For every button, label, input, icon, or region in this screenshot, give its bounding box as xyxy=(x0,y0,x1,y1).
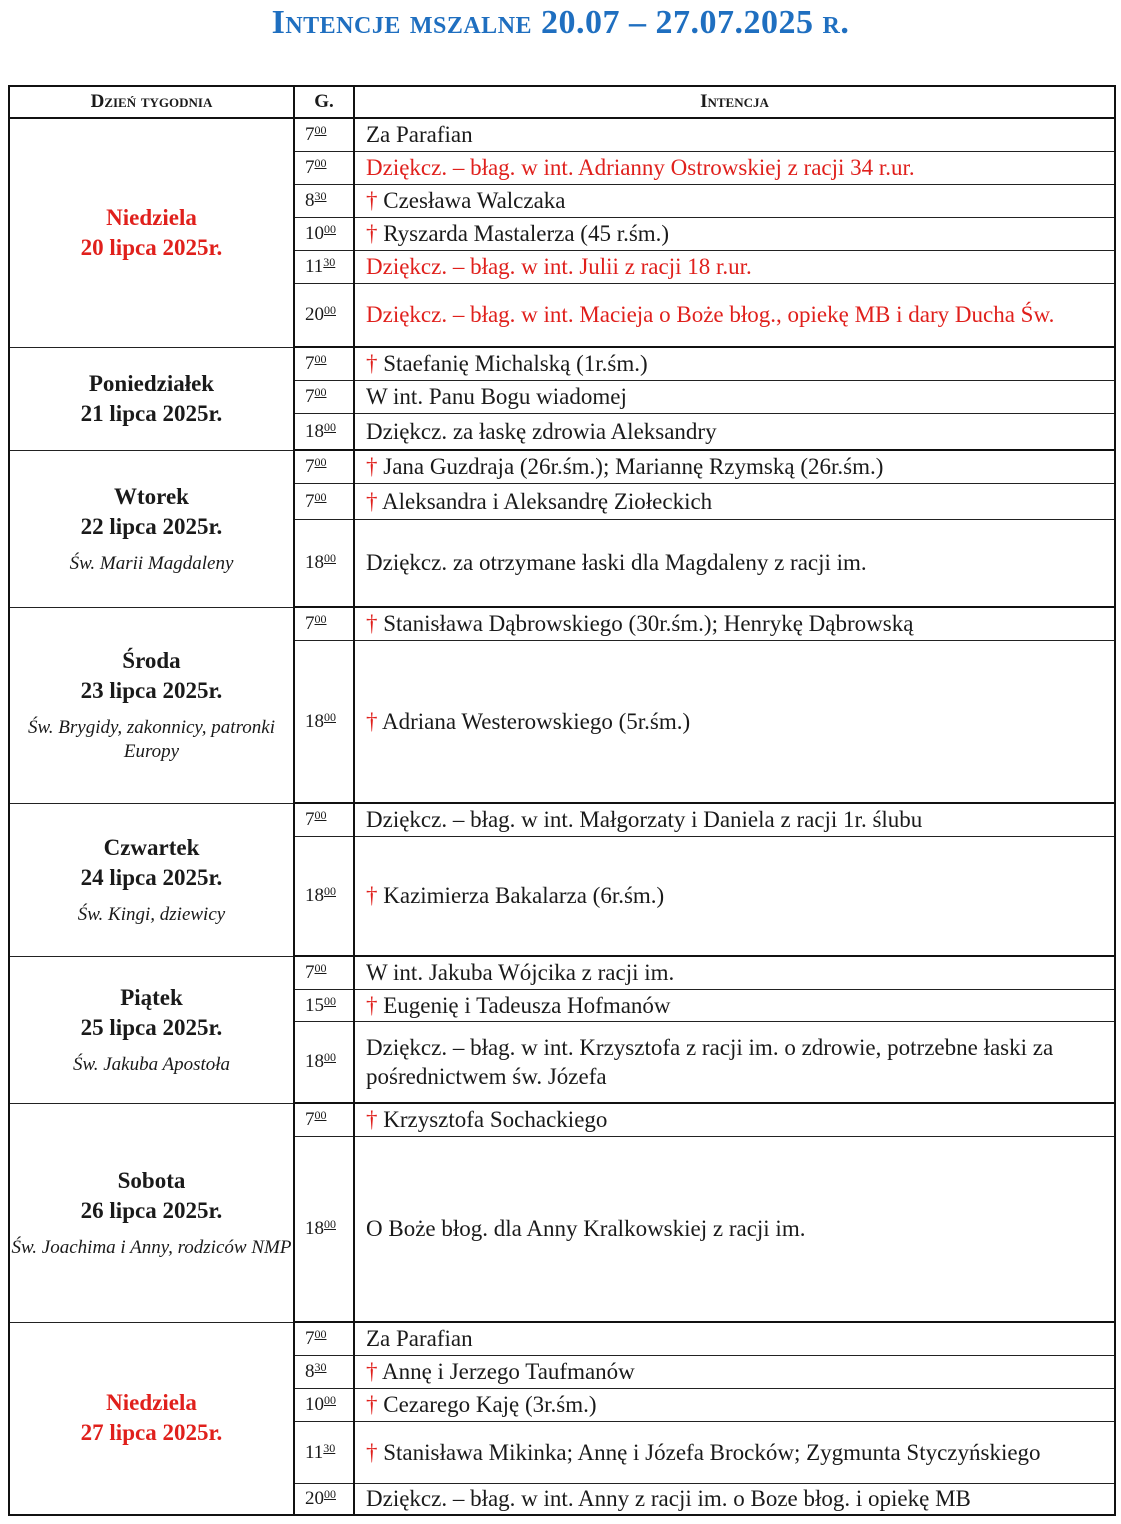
intention-text: Dziękcz. – błag. w int. Macieja o Boże błog., opiekę MB i dary Ducha Św. xyxy=(366,302,1055,328)
hour-value: 10 xyxy=(305,223,324,244)
day-name: Niedziela xyxy=(106,1390,197,1416)
day-date: 23 lipca 2025r. xyxy=(80,678,223,703)
day-date: 25 lipca 2025r. xyxy=(80,1014,223,1040)
intention-text: Adriana Westerowskiego (5r.śm.) xyxy=(381,708,691,734)
hour-value: 7 xyxy=(305,1109,315,1131)
intention-text: Dziękcz. – błag. w int. Anny z racji im. o Boze błog. i opiekę MB xyxy=(366,1486,971,1512)
table-row xyxy=(9,803,1115,836)
minute-value: 00 xyxy=(324,1050,336,1065)
header-day: Dzień tygodnia xyxy=(9,86,294,118)
minute-value: 30 xyxy=(314,1360,327,1374)
cross-icon: † xyxy=(366,611,384,637)
intention-cell xyxy=(354,250,1115,283)
intention-text: Dziękcz. – błag. w int. Krzysztofa z racji im. o zdrowie, potrzebne łaski za pośrednictwem św. Józefa xyxy=(366,1034,1054,1089)
minute-value: 00 xyxy=(314,1327,327,1342)
intention-text: Ryszarda Mastalerza (45 r.śm.) xyxy=(383,221,670,246)
intention-text: Dziękcz. – błag. w int. Adrianny Ostrowskiej z racji 34 r.ur. xyxy=(366,155,915,180)
day-date: 22 lipca 2025r. xyxy=(80,513,223,539)
minute-value: 30 xyxy=(314,189,327,203)
mass-hour xyxy=(294,1322,354,1355)
table-row xyxy=(9,956,1115,989)
minute-value: 00 xyxy=(314,1108,327,1123)
table-row xyxy=(9,607,1115,640)
mass-hour xyxy=(294,118,354,151)
intention-cell xyxy=(354,151,1115,184)
title-main: Intencje mszalne xyxy=(271,4,533,41)
table-row xyxy=(9,118,1115,151)
intention-cell xyxy=(354,1322,1115,1355)
intention-text: Za Parafian xyxy=(366,122,473,148)
intention-cell xyxy=(354,184,1115,217)
day-date: 21 lipca 2025r. xyxy=(80,400,223,426)
table-row xyxy=(9,450,1115,483)
minute-value: 00 xyxy=(314,156,327,170)
day-feast: Św. Kingi, dziewicy xyxy=(77,903,226,925)
hour-value: 18 xyxy=(305,885,324,907)
intention-cell xyxy=(354,1421,1115,1483)
day-cell xyxy=(9,803,294,956)
hour-value: 18 xyxy=(305,420,324,442)
minute-value: 00 xyxy=(314,961,327,976)
hour-value: 18 xyxy=(305,710,324,732)
hour-value: 7 xyxy=(305,490,315,512)
minute-value: 00 xyxy=(314,612,327,627)
intention-text: O Boże błog. dla Anny Kralkowskiej z racji im. xyxy=(366,1216,806,1242)
table-row xyxy=(9,1322,1115,1355)
cross-icon: † xyxy=(366,883,384,909)
mass-hour xyxy=(294,803,354,836)
mass-hour xyxy=(294,380,354,413)
intentions-table xyxy=(8,85,1116,1516)
minute-value: 00 xyxy=(314,385,327,399)
intention-cell xyxy=(354,413,1115,450)
minute-value: 00 xyxy=(314,489,327,504)
day-name: Poniedziałek xyxy=(88,370,215,396)
mass-hour xyxy=(294,1483,354,1515)
minute-value: 00 xyxy=(324,709,336,724)
table-body xyxy=(9,118,1115,1515)
cross-icon: † xyxy=(366,1439,384,1465)
hour-value: 7 xyxy=(305,157,315,178)
day-date: 20 lipca 2025r. xyxy=(80,234,223,260)
intention-text: Krzysztofa Sochackiego xyxy=(383,1107,608,1133)
day-feast: Św. Marii Magdaleny xyxy=(69,552,234,574)
mass-hour xyxy=(294,519,354,607)
day-feast: Św. Brygidy, zakonnicy, patronki Europy xyxy=(28,717,275,762)
minute-value: 00 xyxy=(324,419,336,434)
hour-value: 7 xyxy=(305,1328,315,1350)
intention-text: Aleksandra i Aleksandrę Ziołeckich xyxy=(381,488,713,514)
minute-value: 00 xyxy=(314,352,327,367)
intention-cell xyxy=(354,380,1115,413)
hour-value: 7 xyxy=(305,809,315,831)
mass-hour xyxy=(294,1388,354,1421)
day-name: Sobota xyxy=(117,1167,186,1193)
mass-hour xyxy=(294,836,354,956)
minute-value: 00 xyxy=(324,884,336,899)
mass-hour xyxy=(294,184,354,217)
intention-cell xyxy=(354,1103,1115,1136)
intention-text: Dziękcz. za łaskę zdrowia Aleksandry xyxy=(366,418,717,444)
day-name: Czwartek xyxy=(103,834,200,860)
mass-hour xyxy=(294,956,354,989)
intention-cell xyxy=(354,607,1115,640)
intention-text: Cezarego Kaję (3r.śm.) xyxy=(383,1392,597,1417)
hour-value: 20 xyxy=(305,1488,324,1510)
intention-text: Jana Guzdraja (26r.śm.); Mariannę Rzymską (26r.śm.) xyxy=(383,454,884,480)
hour-value: 7 xyxy=(305,124,315,146)
mass-hour xyxy=(294,1136,354,1322)
title-dates: 20.07 – 27.07.2025 xyxy=(541,4,814,41)
intention-cell xyxy=(354,1021,1115,1103)
day-date: 27 lipca 2025r. xyxy=(80,1420,223,1446)
hour-value: 20 xyxy=(305,304,324,326)
mass-hour xyxy=(294,413,354,450)
day-cell xyxy=(9,450,294,607)
cross-icon: † xyxy=(366,221,384,246)
table-row xyxy=(9,347,1115,380)
mass-hour xyxy=(294,607,354,640)
mass-hour xyxy=(294,1421,354,1483)
hour-value: 18 xyxy=(305,1051,324,1073)
day-cell xyxy=(9,956,294,1103)
minute-value: 00 xyxy=(314,808,327,823)
intention-cell xyxy=(354,836,1115,956)
hour-value: 7 xyxy=(305,613,315,635)
day-cell xyxy=(9,118,294,347)
hour-value: 11 xyxy=(305,1441,324,1463)
intention-text: W int. Panu Bogu wiadomej xyxy=(366,384,627,409)
intention-cell xyxy=(354,450,1115,483)
page-title xyxy=(0,4,1121,42)
day-cell xyxy=(9,1103,294,1322)
intention-cell xyxy=(354,519,1115,607)
hour-value: 10 xyxy=(305,1394,324,1415)
intention-cell xyxy=(354,483,1115,519)
day-name: Środa xyxy=(122,648,181,673)
intention-cell xyxy=(354,1388,1115,1421)
cross-icon: † xyxy=(366,488,382,514)
hour-value: 18 xyxy=(305,552,324,574)
mass-hour xyxy=(294,1103,354,1136)
intention-text: Dziękcz. za otrzymane łaski dla Magdaleny z racji im. xyxy=(366,550,867,576)
intention-cell xyxy=(354,1136,1115,1322)
intention-cell xyxy=(354,1355,1115,1388)
hour-value: 7 xyxy=(305,456,315,478)
day-date: 24 lipca 2025r. xyxy=(80,864,223,890)
intention-cell xyxy=(354,217,1115,250)
mass-hour xyxy=(294,450,354,483)
hour-value: 7 xyxy=(305,386,315,407)
intention-text: W int. Jakuba Wójcika z racji im. xyxy=(366,960,675,986)
mass-hour xyxy=(294,347,354,380)
intention-text: Czesława Walczaka xyxy=(383,188,566,213)
minute-value: 00 xyxy=(324,303,336,318)
mass-hour xyxy=(294,1021,354,1103)
mass-hour xyxy=(294,151,354,184)
minute-value: 30 xyxy=(323,255,336,269)
day-name: Wtorek xyxy=(114,483,189,509)
intention-text: Eugenię i Tadeusza Hofmanów xyxy=(383,992,671,1018)
hour-value: 15 xyxy=(305,994,324,1016)
mass-hour xyxy=(294,283,354,347)
day-name: Niedziela xyxy=(106,204,197,230)
mass-hour xyxy=(294,1355,354,1388)
minute-value: 00 xyxy=(324,551,336,566)
intention-text: Za Parafian xyxy=(366,1326,473,1352)
cross-icon: † xyxy=(366,1392,384,1417)
intention-text: Dziękcz. – błag. w int. Małgorzaty i Daniela z racji 1r. ślubu xyxy=(366,807,923,833)
table-row xyxy=(9,1103,1115,1136)
intention-cell xyxy=(354,283,1115,347)
day-date: 26 lipca 2025r. xyxy=(80,1197,223,1223)
hour-value: 8 xyxy=(305,190,315,211)
minute-value: 00 xyxy=(324,1487,336,1502)
day-cell xyxy=(9,347,294,450)
intention-cell xyxy=(354,347,1115,380)
day-feast: Św. Jakuba Apostoła xyxy=(72,1053,231,1075)
mass-hour xyxy=(294,640,354,803)
minute-value: 00 xyxy=(314,455,327,470)
intention-text: Annę i Jerzego Taufmanów xyxy=(381,1359,635,1384)
hour-value: 7 xyxy=(305,962,315,984)
intention-cell xyxy=(354,640,1115,803)
hour-value: 7 xyxy=(305,353,315,375)
intention-cell xyxy=(354,989,1115,1021)
intention-text: Staefanię Michalską (1r.śm.) xyxy=(383,351,648,377)
mass-hour xyxy=(294,483,354,519)
hour-value: 18 xyxy=(305,1218,324,1240)
intention-text: Kazimierza Bakalarza (6r.śm.) xyxy=(383,883,665,909)
cross-icon: † xyxy=(366,708,382,734)
mass-hour xyxy=(294,989,354,1021)
intention-text: Stanisława Dąbrowskiego (30r.śm.); Henrykę Dąbrowską xyxy=(383,611,914,637)
header-hour: G. xyxy=(294,86,354,118)
intention-text: Stanisława Mikinka; Annę i Józefa Brocków; Zygmunta Styczyńskiego xyxy=(383,1439,1041,1465)
intention-cell xyxy=(354,803,1115,836)
intention-cell xyxy=(354,956,1115,989)
minute-value: 00 xyxy=(324,993,336,1008)
cross-icon: † xyxy=(366,188,384,213)
header-intention: Intencja xyxy=(354,86,1115,118)
cross-icon: † xyxy=(366,992,384,1018)
hour-value: 8 xyxy=(305,1361,315,1382)
minute-value: 00 xyxy=(314,123,327,138)
cross-icon: † xyxy=(366,454,384,480)
cross-icon: † xyxy=(366,1359,382,1384)
day-cell xyxy=(9,1322,294,1515)
minute-value: 00 xyxy=(324,1217,336,1232)
hour-value: 11 xyxy=(305,256,324,277)
mass-hour xyxy=(294,250,354,283)
minute-value: 00 xyxy=(324,1393,336,1407)
title-suffix: r. xyxy=(822,4,850,41)
minute-value: 30 xyxy=(323,1440,336,1455)
minute-value: 00 xyxy=(324,222,336,236)
mass-hour xyxy=(294,217,354,250)
cross-icon: † xyxy=(366,1107,384,1133)
intention-cell xyxy=(354,118,1115,151)
day-feast: Św. Joachima i Anny, rodziców NMP xyxy=(11,1236,292,1258)
cross-icon: † xyxy=(366,351,384,377)
intention-cell xyxy=(354,1483,1115,1515)
day-name: Piątek xyxy=(120,984,183,1010)
day-cell xyxy=(9,607,294,803)
intention-text: Dziękcz. – błag. w int. Julii z racji 18 r.ur. xyxy=(366,254,752,279)
